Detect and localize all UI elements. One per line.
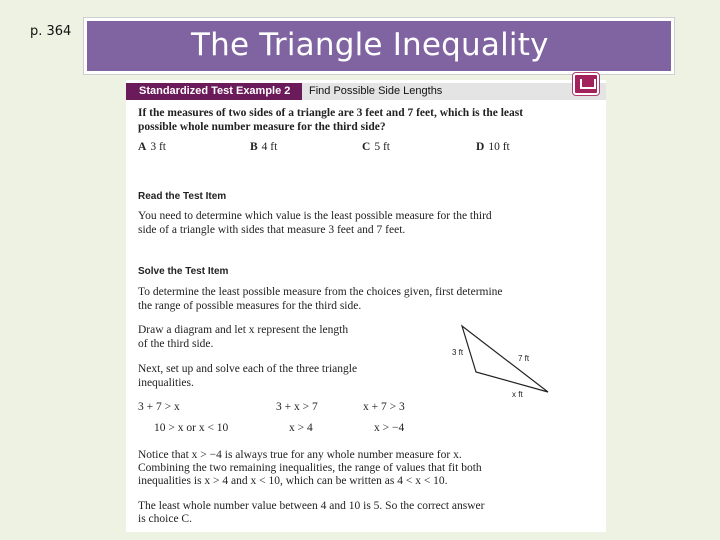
choice-letter: D	[476, 141, 485, 153]
solution-2: x > 4	[289, 422, 313, 434]
choice-b	[250, 141, 277, 153]
conclusion-line-1: The least whole number value between 4 and 10 is 5. So the correct answer	[138, 500, 485, 512]
textbook-excerpt	[126, 80, 606, 532]
choice-text: 10 ft	[488, 141, 510, 153]
notice-line-1: Notice that x > −4 is always true for any whole number measure for x.	[138, 449, 462, 461]
solve-line-2: the range of possible measures for the third side.	[138, 300, 362, 312]
choice-d	[476, 141, 510, 153]
choice-c	[362, 141, 390, 153]
side-b-label: 7 ft	[518, 354, 530, 363]
choice-letter: B	[250, 141, 258, 153]
read-line-2: side of a triangle with sides that measure 3 feet and 7 feet.	[138, 224, 406, 236]
conclusion-line-2: is choice C.	[138, 513, 192, 525]
choice-letter: A	[138, 141, 147, 153]
read-line-1: You need to determine which value is the least possible measure for the third	[138, 210, 492, 222]
example-header	[126, 83, 606, 100]
solution-1: 10 > x or x < 10	[154, 422, 229, 434]
notice-line-2: Combining the two remaining inequalities, the range of values that fit both	[138, 462, 482, 474]
inequality-1: 3 + 7 > x	[138, 401, 180, 413]
slide-title: The Triangle Inequality	[191, 27, 549, 63]
tutor-icon	[573, 73, 599, 95]
inequality-2: 3 + x > 7	[276, 401, 318, 413]
inequality-3: x + 7 > 3	[363, 401, 405, 413]
side-a-label: 3 ft	[452, 348, 464, 357]
choice-letter: C	[362, 141, 371, 153]
read-heading: Read the Test Item	[138, 191, 227, 202]
next-line-1: Next, set up and solve each of the three triangle	[138, 363, 358, 375]
draw-line-1: Draw a diagram and let x represent the length	[138, 324, 349, 336]
example-label: Standardized Test Example 2	[126, 83, 302, 100]
notice-line-3: inequalities is x > 4 and x < 10, which can be written as 4 < x < 10.	[138, 475, 448, 487]
side-x-label: x ft	[512, 390, 523, 399]
solution-3: x > −4	[374, 422, 405, 434]
question-line-2: possible whole number measure for the third side?	[138, 121, 386, 133]
question-line-1: If the measures of two sides of a triangle are 3 feet and 7 feet, which is the least	[138, 107, 524, 119]
solve-heading: Solve the Test Item	[138, 266, 229, 277]
choice-text: 3 ft	[150, 141, 166, 153]
choice-text: 4 ft	[261, 141, 278, 153]
example-title: Find Possible Side Lengths	[309, 85, 443, 97]
page-reference: p. 364	[30, 24, 72, 39]
next-line-2: inequalities.	[138, 377, 194, 389]
triangle-diagram	[446, 324, 556, 404]
title-bar	[84, 18, 674, 74]
choice-text: 5 ft	[374, 141, 390, 153]
choice-a	[138, 141, 166, 153]
solve-line-1: To determine the least possible measure from the choices given, first determine	[138, 286, 503, 298]
triangle-shape	[446, 324, 556, 404]
draw-line-2: of the third side.	[138, 338, 214, 350]
